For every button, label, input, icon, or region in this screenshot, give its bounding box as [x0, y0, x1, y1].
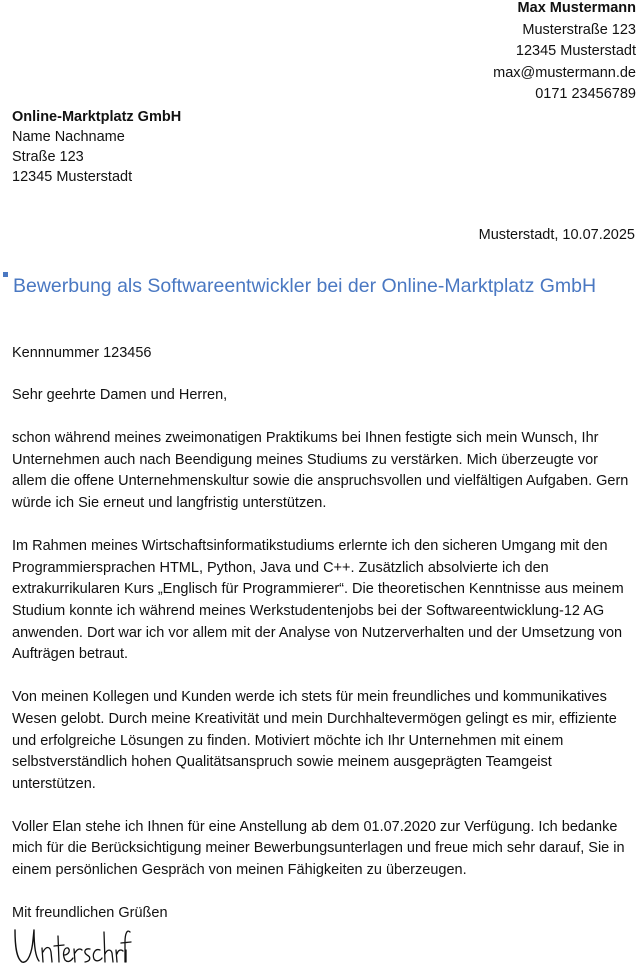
body-paragraph-3: Von meinen Kollegen und Kunden werde ich stets für mein freundliches und kommunikatives Wesen gelobt. Durch meine Kreativität und mein Durchhaltevermögen gelingt es mir, effiziente und erfolgreiche Lösungen zu finden. Motiviert möchte ich Ihr Unternehmen mit einem selbstverständlich hohen Qualitätsanspruch sowie meinem ausgeprägten Teamgeist unterstützen. [12, 689, 617, 792]
body-paragraph-2: Im Rahmen meines Wirtschaftsinformatikstudiums erlernte ich den sicheren Umgang mit den Programmiersprachen HTML, Python, Java und C++. Zusätzlich absolvierte ich den extrakurrikularen Kurs „Englisch für Programmierer“. Die theoretischen Kenntnisse aus meinem Studium konnte ich während meines Werkstudentenjobs bei der Softwareentwicklung-12 AG anwenden. Dort war ich vor allem mit der Analyse von Nutzerverhalten und der Umsetzung von Aufträgen betraut. [12, 538, 624, 663]
sender-phone: 0171 23456789 [535, 86, 636, 103]
subject-heading [3, 268, 633, 304]
handwritten-signature [12, 924, 132, 968]
recipient-contact: Name Nachname [12, 129, 125, 145]
closing-line: Mit freundlichen Grüßen [12, 905, 168, 922]
recipient-city: 12345 Musterstadt [12, 169, 133, 185]
reference-number: Kennnummer 123456 [12, 345, 152, 361]
sender-street: Musterstraße 123 [522, 21, 636, 38]
heading-marker [3, 272, 8, 277]
body-paragraph-4: Voller Elan stehe ich Ihnen für eine Anstellung ab dem 01.07.2020 zur Verfügung. Ich bedanke mich für die Berücksichtigung meiner Bewerbungsunterlagen und freue mich sehr darauf, Sie in einem persönlichen Gespräch von meinen Fähigkeiten zu überzeugen. [12, 818, 625, 879]
sender-address-block [493, 0, 636, 106]
salutation: Sehr geehrte Damen und Herren, [12, 387, 228, 403]
sender-name: Max Mustermann [517, 0, 636, 16]
subject-text: Bewerbung als Softwareentwickler bei der Online-Marktplatz GmbH [13, 275, 597, 297]
recipient-street: Straße 123 [12, 149, 84, 165]
letter-body [12, 385, 636, 925]
sender-city: 12345 Musterstadt [515, 43, 636, 60]
body-paragraph-1: schon während meines zweimonatigen Praktikums bei Ihnen festigte sich mein Wunsch, Ihr Unternehmen auch nach Beendigung meines Studiums zu verstärken. Mich überzeugte vor allem die offene Unternehmenskultur sowie die anspruchsvollen und vielfältigen Aufgaben. Gern würde ich Sie erneut und langfristig unterstützen. [12, 430, 629, 511]
recipient-company: Online-Marktplatz GmbH [12, 109, 182, 125]
letter-date: Musterstadt, 10.07.2025 [478, 227, 635, 243]
recipient-address-block [12, 107, 181, 187]
sender-email: max@mustermann.de [493, 64, 636, 81]
